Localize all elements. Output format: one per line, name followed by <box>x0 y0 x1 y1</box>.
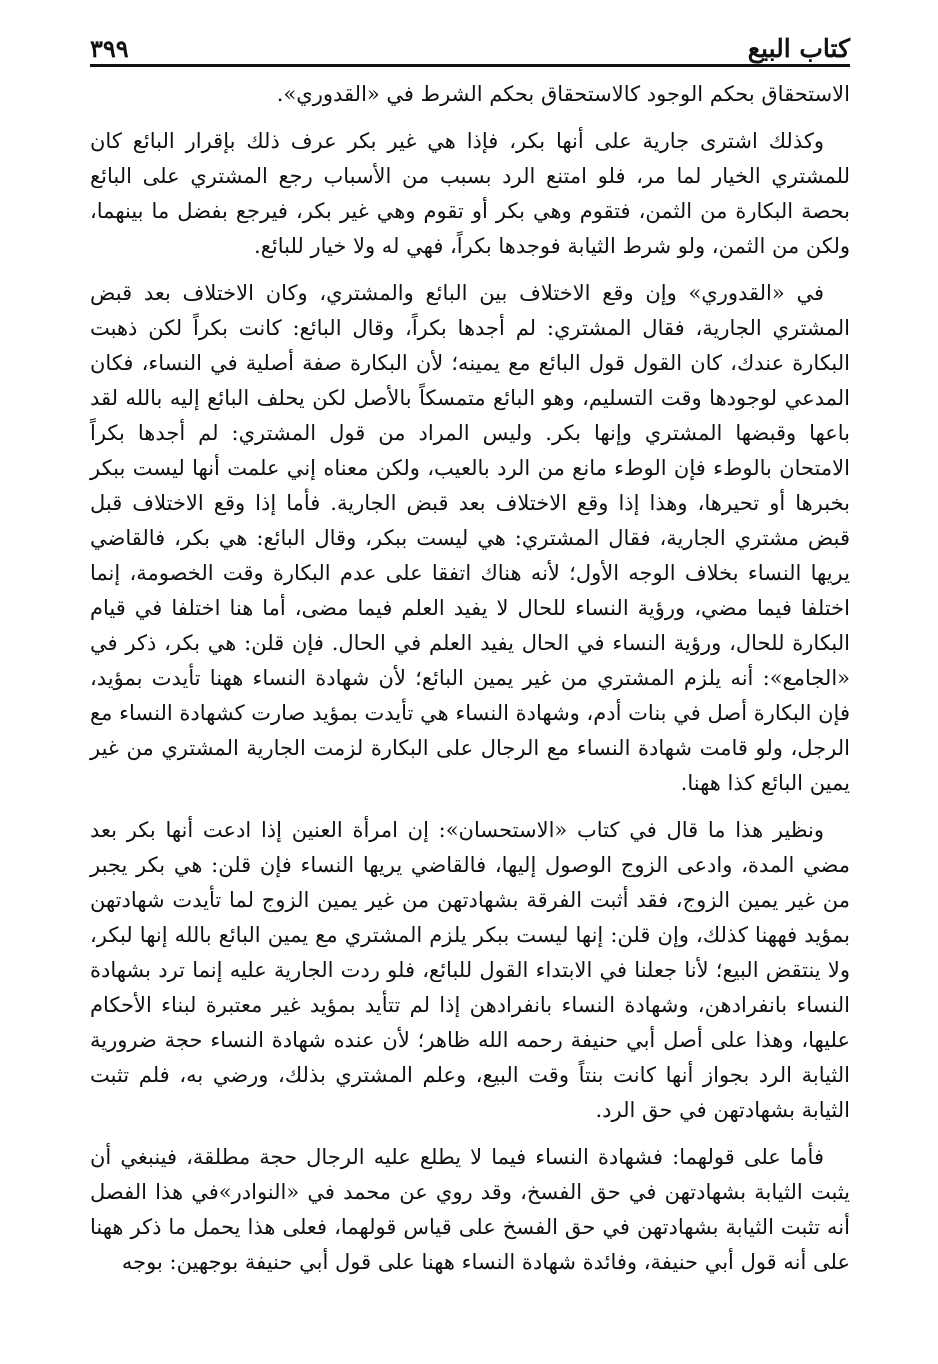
paragraph: فأما على قولهما: فشهادة النساء فيما لا يطلع عليه الرجال حجة مطلقة، فينبغي أن يثبت الثيابة بشهادتهن في حق الفسخ، وقد روي عن محمد في «النوادر»في هذا الفصل أنه تثبت الثيابة بشهادتهن في حق الفسخ على قياس قولهما، فعلى هذا يحمل ما ذكر ههنا على أنه قول أبي حنيفة، وفائدة شهادة النساء ههنا على قول أبي حنيفة بوجهين: بوجه <box>90 1145 850 1274</box>
paragraph: وكذلك اشترى جارية على أنها بكر، فإذا هي غير بكر عرف ذلك بإقرار البائع كان للمشتري الخيار لما مر، فلو امتنع الرد بسبب من الأسباب رجع المشتري على البائع بحصة البكارة من الثمن، فتقوم وهي بكر أو تقوم وهي غير بكر، فيرجع بفضل ما بينهما، ولكن من الثمن، ولو شرط الثيابة فوجدها بكراً، فهي له ولا خيار للبائع. <box>90 129 850 258</box>
page-body <box>90 77 850 1280</box>
running-title: كتاب البيع <box>747 34 850 63</box>
paragraph: في «القدوري» وإن وقع الاختلاف بين البائع والمشتري، وكان الاختلاف بعد قبض المشتري الجارية، فقال المشتري: لم أجدها بكراً، وقال البائع: كانت بكراً لكن ذهبت البكارة عندك، كان القول قول البائع مع يمينه؛ لأن البكارة صفة أصلية في النساء، فكان المدعي لوجودها وقت التسليم، وهو البائع متمسكاً بالأصل لكن يحلف البائع إليه بالله لقد باعها وقبضها المشتري وإنها بكر. وليس المراد من قول المشتري: لم أجدها بكراً الامتحان بالوطء فإن الوطء مانع من الرد بالعيب، ولكن معناه إني علمت أنها ليست ببكر بخبرها أو تحيرها، وهذا إذا وقع الاختلاف بعد قبض الجارية. فأما إذا وقع الاختلاف قبل قبض مشتري الجارية، فقال المشتري: هي ليست ببكر، وقال البائع: هي بكر، فالقاضي يريها النساء بخلاف الوجه الأول؛ لأنه هناك اتفقا على عدم البكارة وقت الخصومة، إنما اختلفا فيما مضي، ورؤية النساء للحال لا يفيد العلم فيما مضى، أما هنا اختلفا في قيام البكارة للحال، ورؤية النساء في الحال يفيد العلم في الحال. فإن قلن: هي بكر، ذكر في «الجامع»: أنه يلزم المشتري من غير يمين البائع؛ لأن شهادة النساء ههنا تأيدت بمؤيد، فإن البكارة أصل في بنات أدم، وشهادة النساء هي تأيدت بمؤيد صارت كشهادة النساء مع الرجل، ولو قامت شهادة النساء مع الرجال على البكارة لزمت الجارية المشتري من غير يمين البائع كذا ههنا. <box>90 281 850 795</box>
page-header <box>90 22 850 67</box>
paragraph: ونظير هذا ما قال في كتاب «الاستحسان»: إن امرأة العنين إذا ادعت أنها بكر بعد مضي المدة، وادعى الزوج الوصول إليها، فالقاضي يريها النساء فإن قلن: هي بكر يجبر من غير يمين الزوج، فقد أثبت الفرقة بشهادتهن من غير يمين الزوج لما تأيدت شهادتهن بمؤيد فههنا كذلك، وإن قلن: إنها ليست ببكر يلزم المشتري مع يمين البائع بالله إنها لبكر، ولا ينتقض البيع؛ لأنا جعلنا في الابتداء القول للبائع، فلو ردت الجارية عليه إنما ترد بشهادة النساء بانفرادهن، وشهادة النساء بانفرادهن إذا لم تتأيد بمؤيد غير معتبرة لبناء الأحكام عليها، وهذا على أصل أبي حنيفة رحمه الله ظاهر؛ لأن عنده شهادة النساء حجة ضرورية الثيابة الرد بجواز أنها كانت بنتاً وقت البيع، وعلم المشتري بذلك، ورضي به، فلم تثبت الثيابة بشهادتهن في حق الرد. <box>90 818 850 1122</box>
page-number: ٣٩٩ <box>90 34 129 63</box>
paragraph: الاستحقاق بحكم الوجود كالاستحقاق بحكم الشرط في «القدوري». <box>276 82 850 106</box>
